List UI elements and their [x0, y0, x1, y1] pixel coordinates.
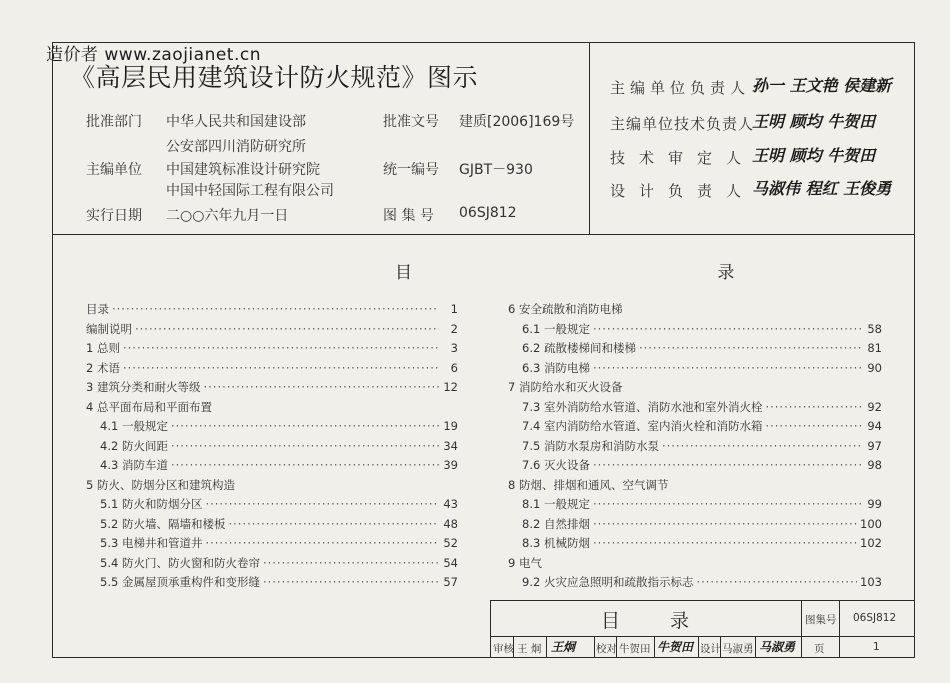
- toc-entry-label: 9.2 火灾应急照明和疏散指示标志: [522, 575, 694, 589]
- toc-entry-page: 99: [867, 497, 882, 511]
- toc-entry-label: 6 安全疏散和消防电梯: [508, 302, 623, 316]
- toc-entry-leader: [696, 573, 857, 593]
- signature-label-reviewer: 技术审定人: [610, 149, 756, 167]
- toc-entry: [86, 573, 458, 593]
- toc-entry-page: [866, 378, 882, 398]
- toc-entry-page: 54: [443, 555, 458, 570]
- toc-entry-label: 6.1 一般规定: [522, 321, 590, 336]
- toc-entry: [508, 437, 882, 457]
- page-title: 《高层民用建筑设计防火规范》图示: [70, 63, 479, 92]
- toc-entry-leader: [203, 378, 439, 398]
- editor-line-1: 公安部四川消防研究所: [166, 139, 306, 155]
- toc-entry-label: 5.4 防火门、防火窗和防火卷帘: [100, 555, 260, 570]
- toc-entry: [86, 359, 458, 379]
- editor-line-3: 中国中轻国际工程有限公司: [166, 183, 334, 199]
- title-block: [490, 600, 915, 658]
- toc-entry-leader: [545, 554, 863, 574]
- toc-entry: [86, 378, 458, 398]
- toc-entry-label: 8.2 自然排烟: [522, 516, 590, 531]
- signature-names-designer: 马淑伟 程红 王俊勇: [752, 179, 892, 198]
- toc-entry-leader: [593, 359, 863, 379]
- approval-dept-label: 批准部门: [86, 114, 142, 130]
- toc-entry-leader: [238, 476, 439, 496]
- toc-entry-label: 5.2 防火墙、隔墙和楼板: [100, 516, 226, 531]
- toc-entry-label: 2 术语: [86, 360, 120, 375]
- toc-entry-label: 4.2 防火间距: [100, 438, 168, 453]
- toc-entry: [86, 320, 458, 340]
- approval-no: 建质[2006]169号: [459, 114, 575, 130]
- effective-label: 实行日期: [86, 208, 142, 224]
- toc-entry: [86, 398, 458, 418]
- title-block-vdivider-5: [594, 636, 595, 657]
- toc-entry-page: 34: [443, 438, 458, 453]
- title-block-design-label: 设计: [700, 643, 721, 655]
- toc-entry: [508, 534, 882, 554]
- toc-entry-page: [442, 398, 458, 418]
- toc-entry-page: 57: [443, 575, 458, 589]
- toc-entry-label: 5 防火、防烟分区和建筑构造: [86, 477, 235, 492]
- watermark-text: 造价者 www.zaojianet.cn: [46, 45, 261, 65]
- signature-names-editor-head: 孙一 王文艳 侯建新: [752, 76, 892, 95]
- toc-entry-page: 1: [450, 302, 458, 316]
- toc-entry-leader: [171, 417, 439, 437]
- toc-entry: [508, 378, 882, 398]
- title-block-vdivider-7: [654, 636, 655, 657]
- title-block-atlas-no: 06SJ812: [853, 612, 897, 624]
- toc-entry-leader: [671, 476, 863, 496]
- toc-entry-page: 6: [450, 360, 458, 375]
- toc-entry-leader: [263, 554, 439, 574]
- toc-entry: [508, 456, 882, 476]
- unified-no-label: 统一编号: [383, 162, 439, 178]
- toc-entry-page: 102: [860, 536, 882, 550]
- toc-entry-page: 100: [860, 516, 882, 531]
- signature-names-tech-head: 王明 顾均 牛贺田: [752, 112, 876, 131]
- toc-entry-page: 97: [867, 438, 882, 453]
- toc-entry: [86, 534, 458, 554]
- title-block-vdivider-2: [839, 601, 840, 657]
- toc-entry-page: 43: [443, 497, 458, 511]
- toc-entry-label: 4.3 消防车道: [100, 458, 168, 472]
- toc-entry-label: 编制说明: [86, 321, 132, 336]
- toc-entry-leader: [639, 339, 863, 359]
- toc-entry-page: 103: [860, 575, 882, 589]
- toc-entry-leader: [112, 300, 439, 320]
- toc-entry-page: 48: [443, 516, 458, 531]
- toc-entry-label: 9 电气: [508, 555, 542, 570]
- editor-label: 主编单位: [86, 162, 142, 178]
- title-block-check-name: 牛贺田: [619, 643, 651, 655]
- toc-entry-leader: [171, 456, 439, 476]
- toc-entry: [86, 339, 458, 359]
- title-block-name: 目 录: [601, 610, 712, 632]
- title-block-review-name: 王 炯: [517, 643, 542, 655]
- toc-entry-label: 7.3 室外消防给水管道、消防水池和室外消火栓: [522, 399, 763, 414]
- toc-entry-page: [442, 476, 458, 496]
- toc-entry-leader: [593, 534, 857, 554]
- signature-label-editor-head: 主编单位负责人: [610, 79, 751, 97]
- approval-no-label: 批准文号: [383, 114, 439, 130]
- toc-entry-label: 8 防烟、排烟和通风、空气调节: [508, 477, 669, 492]
- title-block-page-label: 页: [814, 643, 825, 655]
- toc-entry-label: 4.1 一般规定: [100, 419, 168, 433]
- unified-no: GJBT－930: [459, 162, 533, 178]
- toc-entry-label: 目录: [86, 302, 109, 316]
- toc-entry: [508, 339, 882, 359]
- toc-entry: [86, 417, 458, 437]
- atlas-no-label: 图 集 号: [383, 208, 434, 224]
- toc-entry: [508, 476, 882, 496]
- toc-entry-label: 7.4 室内消防给水管道、室内消火栓和消防水箱: [522, 419, 763, 433]
- toc-entry-label: 5.1 防火和防烟分区: [100, 497, 203, 511]
- toc-entry-page: [866, 476, 882, 496]
- toc-entry: [86, 437, 458, 457]
- toc-entry-page: 39: [443, 458, 458, 472]
- toc-entry-label: 5.5 金属屋顶承重构件和变形缝: [100, 575, 260, 589]
- toc-entry-leader: [228, 515, 439, 535]
- toc-entry-page: 12: [443, 380, 458, 394]
- header-vertical-divider: [589, 43, 590, 234]
- toc-entry-page: [866, 554, 882, 574]
- toc-entry-label: 4 总平面布局和平面布置: [86, 399, 212, 414]
- atlas-no: 06SJ812: [459, 205, 517, 221]
- toc-right-column: [508, 300, 882, 593]
- toc-entry-page: 58: [867, 321, 882, 336]
- toc-entry-label: 8.3 机械防烟: [522, 536, 590, 550]
- title-block-review-signature: 王炯: [551, 640, 576, 654]
- toc-entry-leader: [593, 495, 863, 515]
- toc-entry-leader: [593, 320, 863, 340]
- toc-entry-leader: [205, 495, 439, 515]
- toc-entry-label: 3 建筑分类和耐火等级: [86, 380, 201, 394]
- toc-entry: [508, 300, 882, 320]
- title-block-vdivider-10: [755, 636, 756, 657]
- toc-entry-page: 2: [450, 321, 458, 336]
- toc-entry: [86, 495, 458, 515]
- toc-entry-leader: [765, 417, 863, 437]
- toc-entry-label: 1 总则: [86, 341, 120, 355]
- toc-entry-label: 7 消防给水和灭火设备: [508, 380, 623, 394]
- toc-entry-label: 5.3 电梯井和管道井: [100, 536, 203, 550]
- toc-entry-page: 81: [867, 341, 882, 355]
- toc-entry-label: 7.6 灭火设备: [522, 458, 590, 472]
- toc-left-column: [86, 300, 458, 593]
- toc-entry-leader: [593, 515, 857, 535]
- toc-entry-label: 6.2 疏散楼梯间和楼梯: [522, 341, 636, 355]
- toc-entry-page: [866, 300, 882, 320]
- title-block-vdivider-1: [801, 601, 802, 657]
- title-block-design-signature: 马淑勇: [759, 640, 796, 654]
- toc-entry-leader: [593, 456, 863, 476]
- toc-entry-page: 90: [867, 360, 882, 375]
- title-block-check-label: 校对: [596, 643, 617, 655]
- toc-entry: [508, 398, 882, 418]
- toc-entry: [508, 320, 882, 340]
- toc-entry-leader: [625, 300, 863, 320]
- toc-entry-leader: [662, 437, 863, 457]
- toc-entry-page: 98: [867, 458, 882, 472]
- toc-entry: [508, 359, 882, 379]
- signature-label-tech-head: 主编单位技术负责人: [610, 115, 755, 133]
- title-block-divider: [491, 636, 914, 637]
- toc-entry-label: 8.1 一般规定: [522, 497, 590, 511]
- toc-entry-page: 92: [867, 399, 882, 414]
- effective-date: 二○○六年九月一日: [166, 208, 289, 224]
- toc-entry-leader: [135, 320, 439, 340]
- toc-entry-label: 6.3 消防电梯: [522, 360, 590, 375]
- approval-dept: 中华人民共和国建设部: [166, 114, 306, 130]
- toc-entry: [86, 456, 458, 476]
- toc-entry: [508, 515, 882, 535]
- toc-entry: [86, 554, 458, 574]
- editor-line-2: 中国建筑标准设计研究院: [166, 162, 320, 178]
- title-block-page-no: 1: [873, 641, 880, 653]
- toc-entry: [86, 515, 458, 535]
- signature-names-reviewer: 王明 顾均 牛贺田: [752, 146, 876, 165]
- toc-entry-page: 19: [443, 419, 458, 433]
- signature-label-designer: 设计负责人: [610, 182, 756, 200]
- title-block-vdivider-8: [698, 636, 699, 657]
- toc-entry-leader: [215, 398, 439, 418]
- toc-entry-leader: [263, 573, 439, 593]
- title-block-check-signature: 牛贺田: [657, 640, 694, 654]
- toc-entry-label: 7.5 消防水泵房和消防水泵: [522, 438, 659, 453]
- title-block-vdivider-4: [546, 636, 547, 657]
- toc-entry-page: 52: [443, 536, 458, 550]
- toc-entry-leader: [171, 437, 439, 457]
- toc-entry: [86, 476, 458, 496]
- toc-entry-leader: [123, 359, 439, 379]
- header-divider: [53, 234, 914, 235]
- title-block-design-name: 马淑勇: [722, 643, 754, 655]
- toc-entry: [508, 554, 882, 574]
- toc-entry-page: 94: [867, 419, 882, 433]
- toc-entry: [508, 417, 882, 437]
- toc-entry: [86, 300, 458, 320]
- toc-entry-page: 3: [450, 341, 458, 355]
- toc-title: 目 录: [395, 263, 885, 283]
- title-block-atlas-label: 图集号: [805, 614, 837, 626]
- toc-entry-leader: [205, 534, 439, 554]
- toc-entry: [508, 495, 882, 515]
- title-block-review-label: 审核: [493, 643, 514, 655]
- toc-entry-leader: [625, 378, 863, 398]
- toc-entry-leader: [765, 398, 863, 418]
- toc-entry: [508, 573, 882, 593]
- toc-entry-leader: [123, 339, 439, 359]
